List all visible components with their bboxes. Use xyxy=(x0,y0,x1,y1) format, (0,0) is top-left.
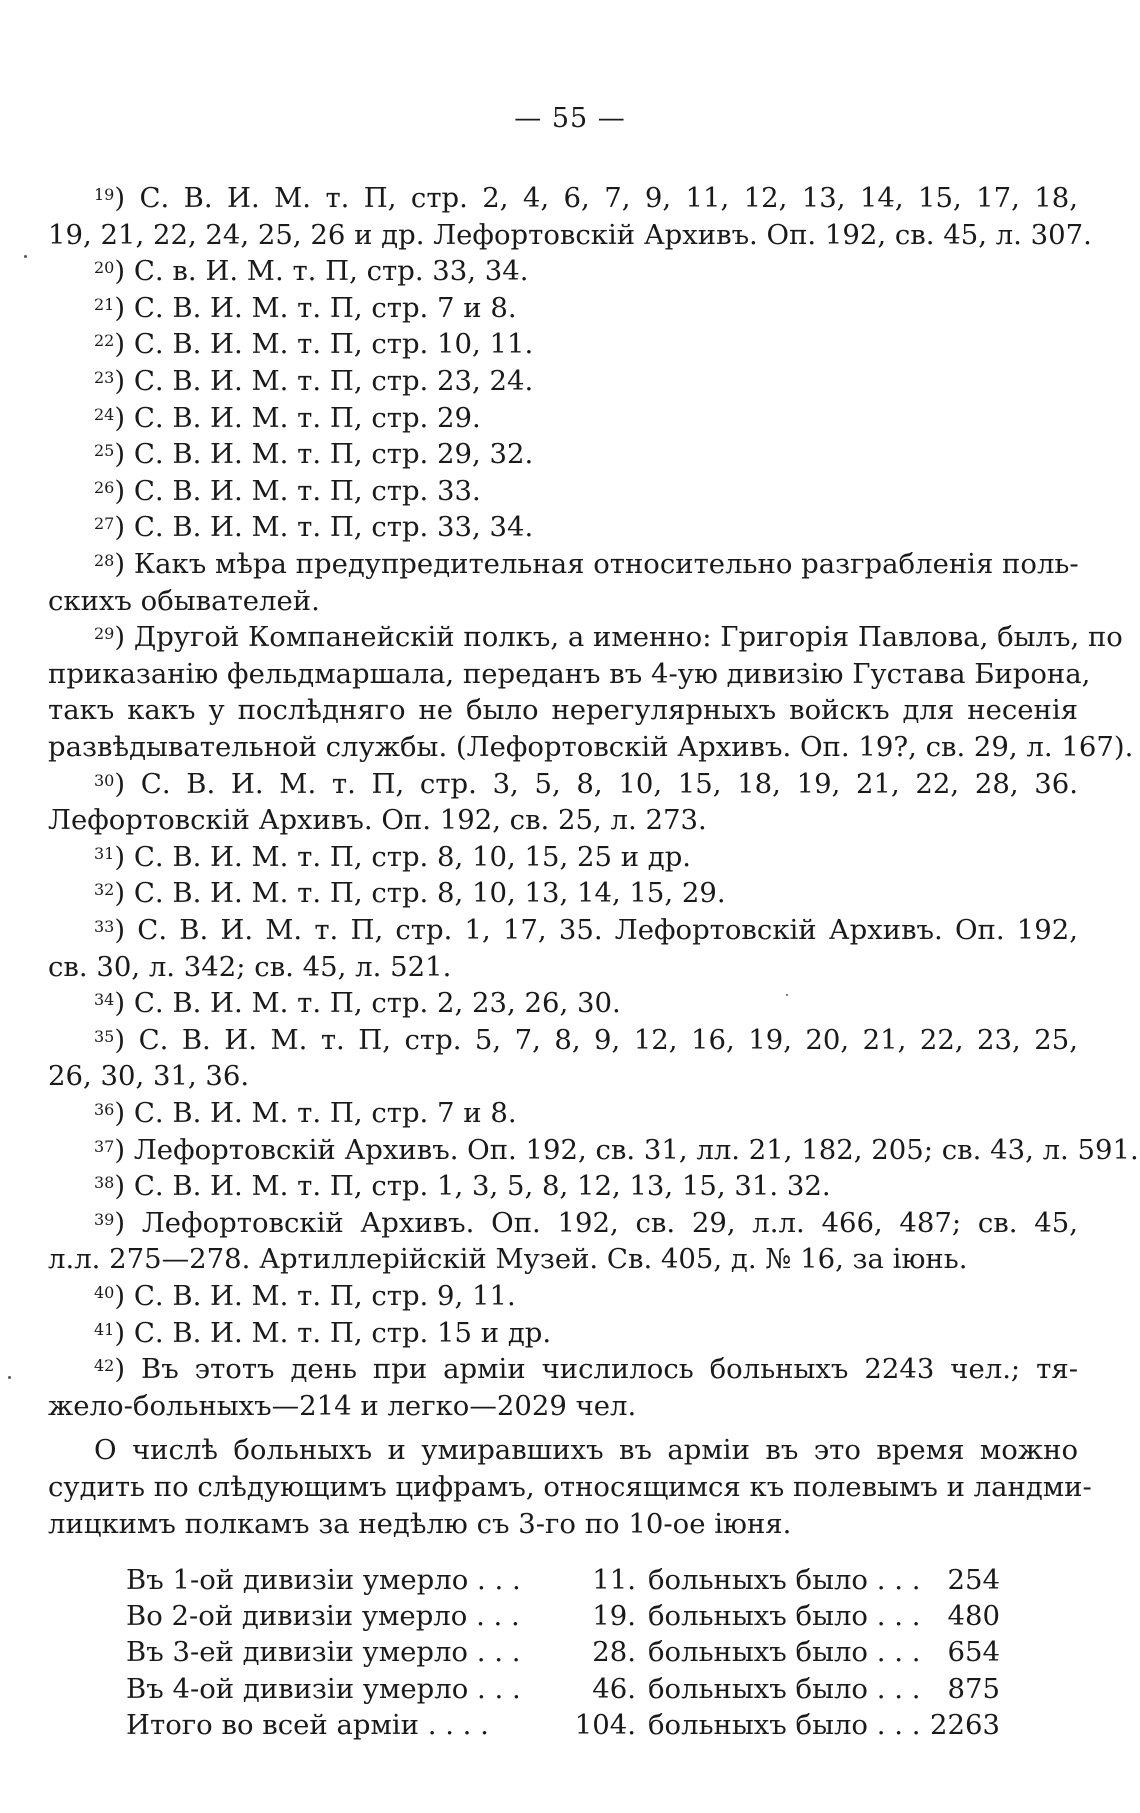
footnote-text: С. В. И. М. т. П, стр. 9, 11. xyxy=(133,1280,516,1312)
footnote-text: Лефортовскій Архивъ. Оп. 192, св. 25, л. 273. xyxy=(48,804,707,837)
footnote-text: С. В. И. М. т. П, стр. 5, 7, 8, 9, 12, 16, 19, 20, 21, 22, 23, 25, xyxy=(138,1023,1078,1056)
table-row xyxy=(126,1598,1006,1634)
footnote-text: жело-больныхъ—214 и легко—2029 чел. xyxy=(48,1389,637,1422)
page-number: — 55 — xyxy=(514,103,626,134)
footnote-line xyxy=(48,1315,1078,1351)
died-count: 46. xyxy=(592,1672,636,1705)
died-count: 28. xyxy=(592,1636,636,1669)
footnote-number: 21 xyxy=(94,294,115,314)
footnote-text: Въ этотъ день при арміи числилось больныхъ 2243 чел.; тя- xyxy=(141,1353,1078,1386)
footnote-paren: ) xyxy=(114,1280,134,1312)
footnote-text: такъ какъ у послѣдняго не было нерегулярныхъ войскъ для несенія xyxy=(48,694,1078,727)
died-count: 104. xyxy=(574,1708,636,1741)
footnote-paren: ) xyxy=(114,365,134,397)
footnote-text: С. В. И. М. т. П, стр. 7 и 8. xyxy=(133,291,517,324)
footnote-paren: ) xyxy=(114,767,141,800)
sick-count: 2263 xyxy=(930,1708,1000,1741)
sick-label: больныхъ было . . . xyxy=(648,1564,921,1596)
footnote-paren: ) xyxy=(114,291,134,324)
footnote-line xyxy=(48,546,1078,582)
footnote-paren: ) xyxy=(114,474,134,507)
footnote-paren: ) xyxy=(114,840,134,873)
footnote-line xyxy=(48,1241,1078,1277)
footnote-number: 41 xyxy=(94,1319,115,1339)
footnote-line xyxy=(48,1058,1078,1094)
footnote-number: 36 xyxy=(94,1100,115,1119)
paragraph-line: лицкимъ полкамъ за недѣлю съ 3-го по 10-ое іюня. xyxy=(48,1507,792,1540)
sick-label: больныхъ было . . . xyxy=(648,1672,921,1705)
footnote-line xyxy=(48,619,1123,655)
footnote-paren: ) xyxy=(114,1170,134,1203)
footnote-text: С. В. И. М. т. П, стр. 33. xyxy=(133,474,481,507)
footnote-number: 33 xyxy=(94,917,115,936)
footnote-line xyxy=(48,802,1078,838)
division-label: Во 2-ой дивизіи умерло . . . xyxy=(126,1600,520,1633)
footnote-paren: ) xyxy=(114,182,140,214)
scan-speck xyxy=(8,1376,11,1379)
footnote-text: развѣдывательной службы. (Лефортовскій Архивъ. Оп. 19?, св. 29, л. 167). xyxy=(48,731,1134,763)
footnote-line xyxy=(48,912,1078,948)
footnote-paren: ) xyxy=(114,621,134,654)
footnote-text: 26, 30, 31, 36. xyxy=(48,1060,250,1093)
footnote-line xyxy=(48,1278,1078,1314)
footnote-text: 19, 21, 22, 24, 25, 26 и др. Лефортовскій Архивъ. Оп. 192, св. 45, л. 307. xyxy=(48,218,1092,251)
footnote-line xyxy=(48,766,1078,802)
footnote-line xyxy=(48,290,1078,326)
footnote-text: С. В. И. М. т. П, стр. 15 и др. xyxy=(133,1316,552,1349)
footnote-text: С. В. И. М. т. П, стр. 8, 10, 13, 14, 15, 29. xyxy=(133,877,726,910)
footnote-number: 34 xyxy=(94,990,115,1010)
footnote-line xyxy=(48,729,1134,765)
footnote-paren: ) xyxy=(114,401,134,434)
footnote-paren: ) xyxy=(114,255,134,288)
footnote-text: приказанію фельдмаршала, переданъ въ 4-ую дивизію Густава Бирона, xyxy=(48,657,1091,690)
footnote-number: 42 xyxy=(94,1356,115,1376)
footnote-number: 23 xyxy=(94,368,115,387)
sick-count: 480 xyxy=(947,1600,1000,1633)
footnote-line xyxy=(48,985,1078,1021)
footnote-line xyxy=(48,180,1078,216)
footnote-number: 28 xyxy=(94,551,115,570)
footnote-paren: ) xyxy=(114,1133,134,1166)
footnote-text: С. В. И. М. т. П, стр. 23, 24. xyxy=(133,365,534,397)
footnote-number: 32 xyxy=(94,880,115,900)
footnote-paren: ) xyxy=(114,987,134,1020)
footnote-number: 37 xyxy=(94,1136,115,1156)
footnote-line xyxy=(48,253,1078,289)
scan-speck xyxy=(24,255,27,258)
footnote-text: С. В. И. М. т. П, стр. 10, 11. xyxy=(133,328,534,361)
footnote-text: С. В. И. М. т. П, стр. 2, 4, 6, 7, 9, 11, 12, 13, 14, 15, 17, 18, xyxy=(139,182,1078,214)
died-count: 11. xyxy=(592,1564,636,1596)
table-row xyxy=(126,1562,1006,1598)
footnote-line xyxy=(48,400,1078,436)
footnote-text: С. В. И. М. т. П, стр. 3, 5, 8, 10, 15, 18, 19, 21, 22, 28, 36. xyxy=(140,767,1078,800)
footnote-paren: ) xyxy=(114,1023,139,1056)
footnote-paren: ) xyxy=(114,1316,134,1349)
footnote-line xyxy=(48,692,1078,728)
sick-count: 254 xyxy=(947,1564,1000,1596)
footnote-text: Лефортовскій Архивъ. Оп. 192, св. 29, л.л. 466, 487; св. 45, xyxy=(141,1206,1078,1239)
footnote-line xyxy=(48,875,1078,911)
footnote-number: 35 xyxy=(94,1026,115,1046)
sick-label: больныхъ было . . . xyxy=(648,1600,921,1633)
footnote-text: Другой Компанейскій полкъ, а именно: Григорія Павлова, былъ, по xyxy=(133,621,1123,654)
footnote-text: С. В. И. М. т. П, стр. 2, 23, 26, 30. xyxy=(133,987,621,1020)
footnote-line xyxy=(48,1351,1078,1387)
footnote-line xyxy=(48,1205,1078,1241)
footnote-text: С. В. И. М. т. П, стр. 29, 32. xyxy=(133,438,534,471)
footnote-text: л.л. 275—278. Артиллерійскій Музей. Св. 405, д. № 16, за іюнь. xyxy=(48,1243,968,1276)
footnote-text: С. в. И. М. т. П, стр. 33, 34. xyxy=(133,255,529,288)
footnote-text: С. В. И. М. т. П, стр. 33, 34. xyxy=(133,511,534,544)
footnote-line xyxy=(48,1132,1139,1168)
sick-label: больныхъ было . . . xyxy=(648,1708,921,1741)
footnote-number: 22 xyxy=(94,331,115,351)
footnote-paren: ) xyxy=(114,1097,134,1129)
footnote-paren: ) xyxy=(114,914,138,946)
division-label: Въ 1-ой дивизіи умерло . . . xyxy=(126,1564,521,1596)
sick-label: больныхъ было . . . xyxy=(648,1636,921,1669)
paragraph-line: судить по слѣдующимъ цифрамъ, относящимся къ полевымъ и ландми- xyxy=(48,1471,1092,1503)
footnote-line xyxy=(48,473,1078,509)
footnote-paren: ) xyxy=(114,438,134,471)
division-label: Итого во всей арміи . . . . xyxy=(126,1708,489,1741)
footnote-line xyxy=(48,1168,1078,1204)
footnote-number: 27 xyxy=(94,514,115,534)
footnote-text: С. В. И. М. т. П, стр. 8, 10, 15, 25 и др. xyxy=(133,840,692,873)
footnote-text: С. В. И. М. т. П, стр. 7 и 8. xyxy=(133,1097,517,1129)
table-row xyxy=(126,1634,1006,1670)
footnote-text: С. В. И. М. т. П, стр. 29. xyxy=(133,401,481,434)
footnote-text: скихъ обывателей. xyxy=(48,584,320,617)
division-label: Въ 3-ей дивизіи умерло . . . xyxy=(126,1636,521,1669)
footnote-number: 40 xyxy=(94,1283,115,1302)
footnote-paren: ) xyxy=(114,1353,142,1386)
footnote-number: 31 xyxy=(94,843,115,863)
footnote-line xyxy=(48,436,1078,472)
division-label: Въ 4-ой дивизіи умерло . . . xyxy=(126,1672,521,1705)
footnote-text: Лефортовскій Архивъ. Оп. 192, св. 31, лл. 21, 182, 205; св. 43, л. 591. xyxy=(133,1133,1139,1166)
footnote-text: С. В. И. М. т. П, стр. 1, 17, 35. Лефортовскій Архивъ. Оп. 192, xyxy=(137,914,1079,946)
sick-count: 875 xyxy=(947,1672,1000,1705)
footnote-line xyxy=(48,326,1078,362)
footnote-number: 19 xyxy=(94,185,115,204)
footnote-text: С. В. И. М. т. П, стр. 1, 3, 5, 8, 12, 13, 15, 31. 32. xyxy=(133,1170,831,1203)
footnote-line xyxy=(48,656,1091,692)
footnote-line xyxy=(48,1388,1078,1424)
footnote-text: св. 30, л. 342; св. 45, л. 521. xyxy=(48,950,452,983)
footnote-number: 30 xyxy=(94,770,115,790)
footnote-paren: ) xyxy=(114,877,134,910)
footnote-line xyxy=(48,583,1078,619)
table-row xyxy=(126,1707,1006,1743)
footnote-paren: ) xyxy=(114,1206,142,1239)
footnote-text: Какъ мѣра предупредительная относительно разграбленія поль- xyxy=(133,548,1079,580)
footnote-line xyxy=(48,363,1078,399)
paragraph-line: О числѣ больныхъ и умиравшихъ въ арміи въ это время можно xyxy=(94,1434,1078,1467)
footnote-line xyxy=(48,509,1078,545)
sick-count: 654 xyxy=(947,1636,1000,1669)
died-count: 19. xyxy=(592,1600,636,1633)
footnote-line xyxy=(48,217,1092,253)
footnote-number: 20 xyxy=(94,258,115,278)
table-row xyxy=(126,1671,1006,1707)
footnote-line xyxy=(48,1095,1078,1131)
footnote-line xyxy=(48,949,1078,985)
scan-speck xyxy=(786,994,788,996)
footnote-number: 26 xyxy=(94,477,115,497)
footnote-number: 29 xyxy=(94,624,115,644)
footnote-number: 24 xyxy=(94,404,115,424)
footnote-paren: ) xyxy=(114,511,134,544)
footnote-line xyxy=(48,1022,1078,1058)
footnote-paren: ) xyxy=(114,548,134,580)
footnote-paren: ) xyxy=(114,328,134,361)
footnote-number: 38 xyxy=(94,1173,115,1193)
footnote-number: 39 xyxy=(94,1209,115,1229)
footnote-line xyxy=(48,839,1078,875)
footnote-number: 25 xyxy=(94,441,115,461)
